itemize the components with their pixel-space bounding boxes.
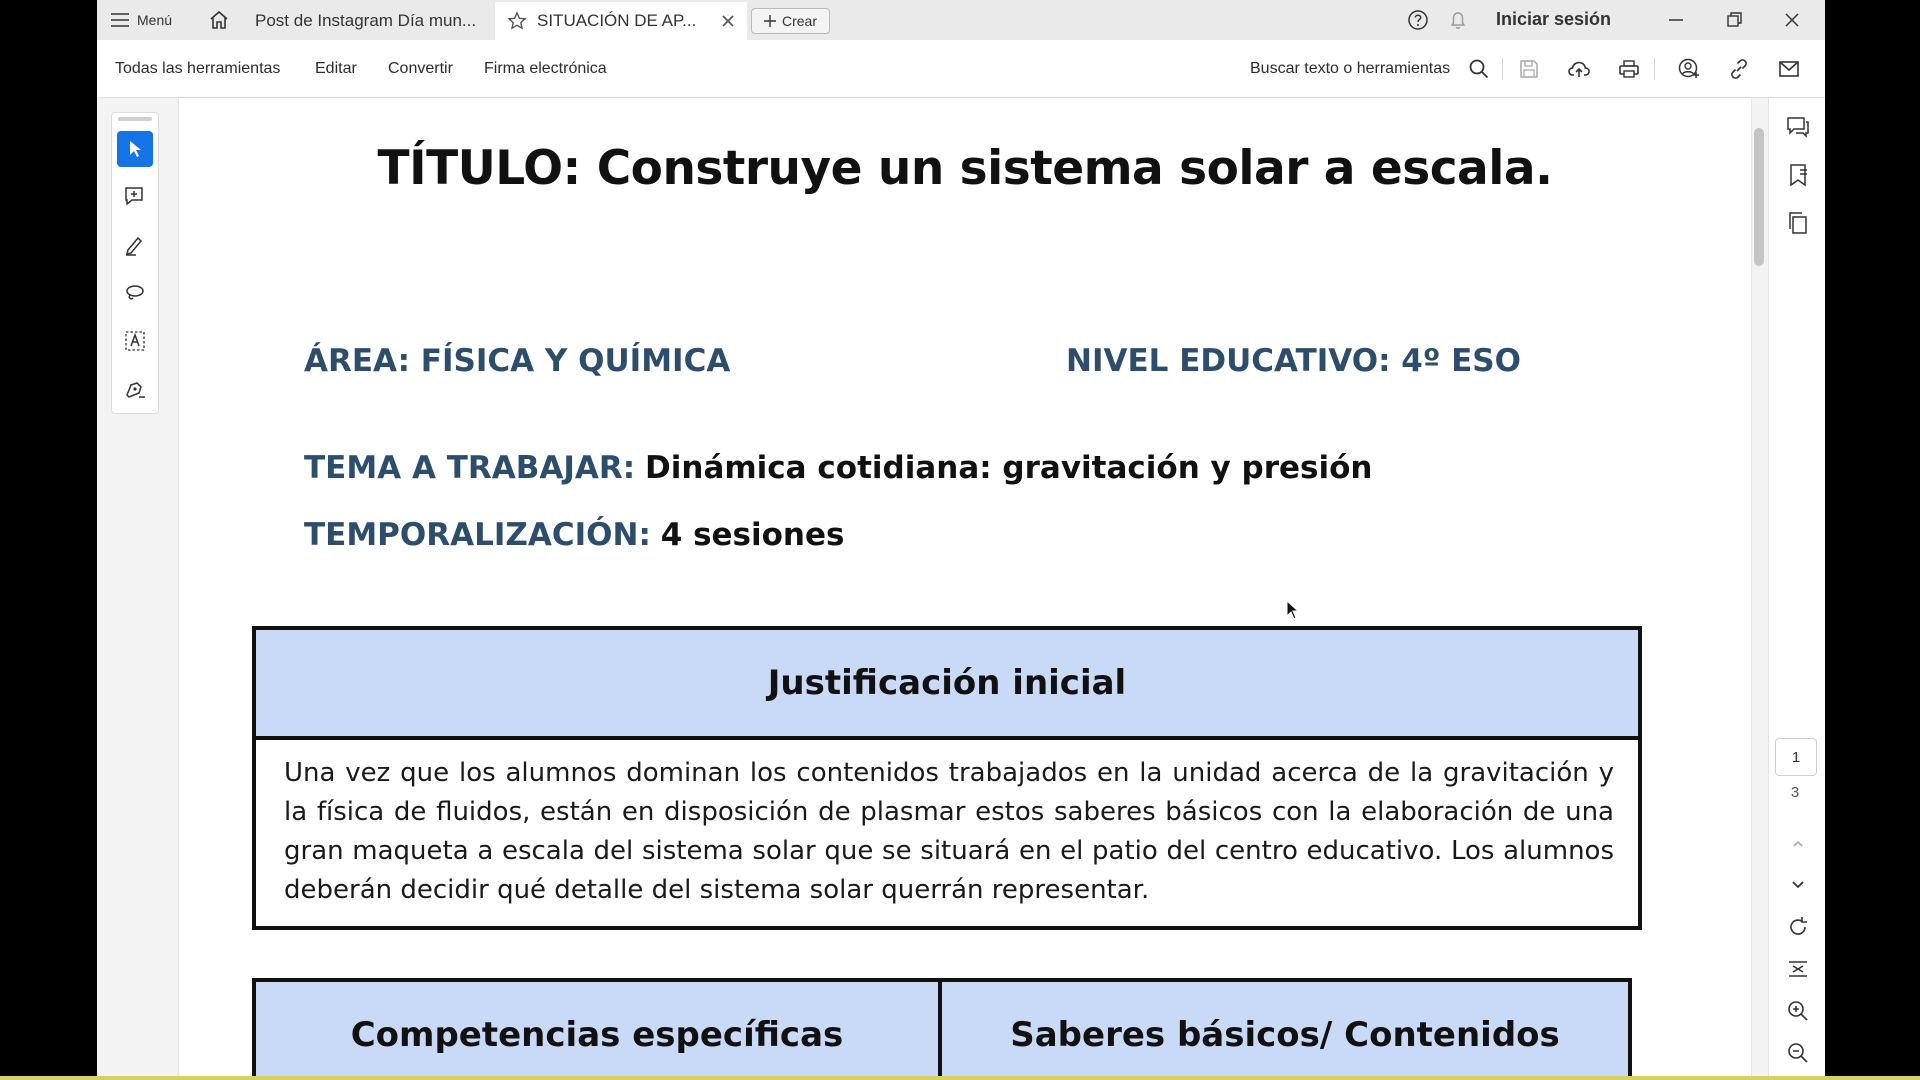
all-tools-menu[interactable]: Todas las herramientas	[115, 60, 281, 77]
document-workspace	[97, 98, 1825, 1080]
rail-grip[interactable]	[118, 117, 152, 121]
total-pages: 3	[1790, 784, 1800, 801]
cloud-upload-icon[interactable]	[1567, 57, 1591, 81]
draw-tool[interactable]	[117, 275, 153, 311]
timing-field	[304, 517, 844, 553]
email-icon[interactable]	[1777, 57, 1801, 81]
lasso-icon	[123, 281, 147, 305]
tab-situacion[interactable]	[495, 2, 747, 40]
timing-label: TEMPORALIZACIÓN:	[304, 517, 651, 553]
level-label: NIVEL EDUCATIVO: 4º ESO	[1066, 343, 1521, 379]
search-icon[interactable]	[1467, 57, 1491, 81]
pages-copy-icon[interactable]	[1785, 210, 1811, 236]
signature-pen-icon	[123, 377, 147, 401]
close-tab-icon[interactable]	[719, 12, 737, 30]
area-label: ÁREA: FÍSICA Y QUÍMICA	[304, 343, 731, 379]
level-field	[1066, 343, 1521, 379]
competencies-table	[252, 978, 1632, 1080]
area-field	[304, 343, 730, 379]
toolbar-divider	[1502, 58, 1503, 80]
scrollbar-thumb[interactable]	[1754, 128, 1764, 266]
sign-in-button[interactable]: Iniciar sesión	[1496, 9, 1612, 29]
help-icon[interactable]	[1407, 9, 1429, 31]
save-icon[interactable]	[1517, 57, 1541, 81]
select-tool[interactable]	[117, 131, 153, 167]
bookmarks-icon[interactable]	[1785, 162, 1811, 188]
edit-menu[interactable]: Editar	[315, 60, 357, 77]
current-page-field[interactable]: 1	[1775, 738, 1817, 776]
mouse-cursor-icon	[1286, 600, 1300, 622]
rotate-icon[interactable]	[1785, 914, 1811, 940]
print-icon[interactable]	[1617, 57, 1641, 81]
topic-label: TEMA A TRABAJAR:	[304, 450, 636, 486]
justification-body: Una vez que los alumnos dominan los contenidos trabajados en la unidad acerca de la gravitación y la física de fluidos, están en disposición de plasmar estos saberes básicos con la elaboración de una gran maqueta a escala del sistema solar que se situará en el patio del centro educativo. Los alumnos deberán decidir qué detalle del sistema solar querrán representar.	[254, 738, 1640, 928]
taskbar-edge	[0, 1076, 1920, 1080]
comment-add-icon	[123, 185, 147, 209]
fit-page-icon[interactable]	[1785, 956, 1811, 982]
hamburger-icon	[111, 13, 129, 27]
zoom-out-icon[interactable]	[1785, 1040, 1811, 1066]
cursor-arrow-icon	[125, 139, 145, 159]
contents-header: Saberes básicos/ Contenidos	[940, 980, 1630, 1080]
page-title: TÍTULO: Construye un sistema solar a escala.	[377, 141, 1553, 196]
menu-label: Menú	[137, 12, 173, 28]
chevron-up-icon[interactable]	[1785, 831, 1811, 857]
toolbar-divider	[1654, 58, 1655, 80]
plus-icon	[764, 15, 776, 27]
restore-icon[interactable]	[1722, 8, 1746, 32]
text-box-icon	[123, 329, 147, 353]
pdf-page	[179, 98, 1751, 1080]
create-label: Crear	[782, 13, 818, 29]
bell-icon[interactable]	[1447, 9, 1469, 31]
search-tools-label[interactable]: Buscar texto o herramientas	[1250, 60, 1451, 77]
chevron-down-icon[interactable]	[1785, 871, 1811, 897]
justification-header: Justificación inicial	[254, 628, 1640, 738]
star-icon[interactable]	[507, 11, 527, 31]
create-button[interactable]	[751, 8, 830, 34]
app-window	[97, 0, 1825, 1080]
right-tools-rail	[1768, 98, 1825, 1080]
zoom-in-icon[interactable]	[1785, 998, 1811, 1024]
timing-value: 4 sesiones	[660, 517, 845, 553]
e-signature-menu[interactable]: Firma electrónica	[484, 60, 607, 77]
minimize-icon[interactable]	[1664, 8, 1688, 32]
tab-bar	[97, 0, 1825, 41]
link-icon[interactable]	[1727, 57, 1751, 81]
comments-panel-icon[interactable]	[1785, 114, 1811, 140]
justification-table	[252, 626, 1642, 930]
topic-value: Dinámica cotidiana: gravitación y presión	[645, 450, 1373, 486]
add-comment-tool[interactable]	[117, 179, 153, 215]
pen-icon	[123, 233, 147, 257]
menu-button[interactable]	[111, 8, 172, 32]
sign-tool[interactable]	[117, 371, 153, 407]
competencies-header: Competencias específicas	[254, 980, 940, 1080]
text-tool[interactable]	[117, 323, 153, 359]
home-icon[interactable]	[207, 8, 231, 32]
quick-tools-rail	[111, 112, 159, 414]
command-toolbar	[97, 40, 1825, 98]
convert-menu[interactable]: Convertir	[388, 60, 453, 77]
tab-label: Post de Instagram Día mun...	[255, 11, 477, 30]
highlight-tool[interactable]	[117, 227, 153, 263]
close-window-icon[interactable]	[1780, 8, 1804, 32]
topic-field	[304, 450, 1373, 486]
share-user-icon[interactable]	[1677, 57, 1701, 81]
tab-label: SITUACIÓN DE AP...	[537, 11, 697, 30]
